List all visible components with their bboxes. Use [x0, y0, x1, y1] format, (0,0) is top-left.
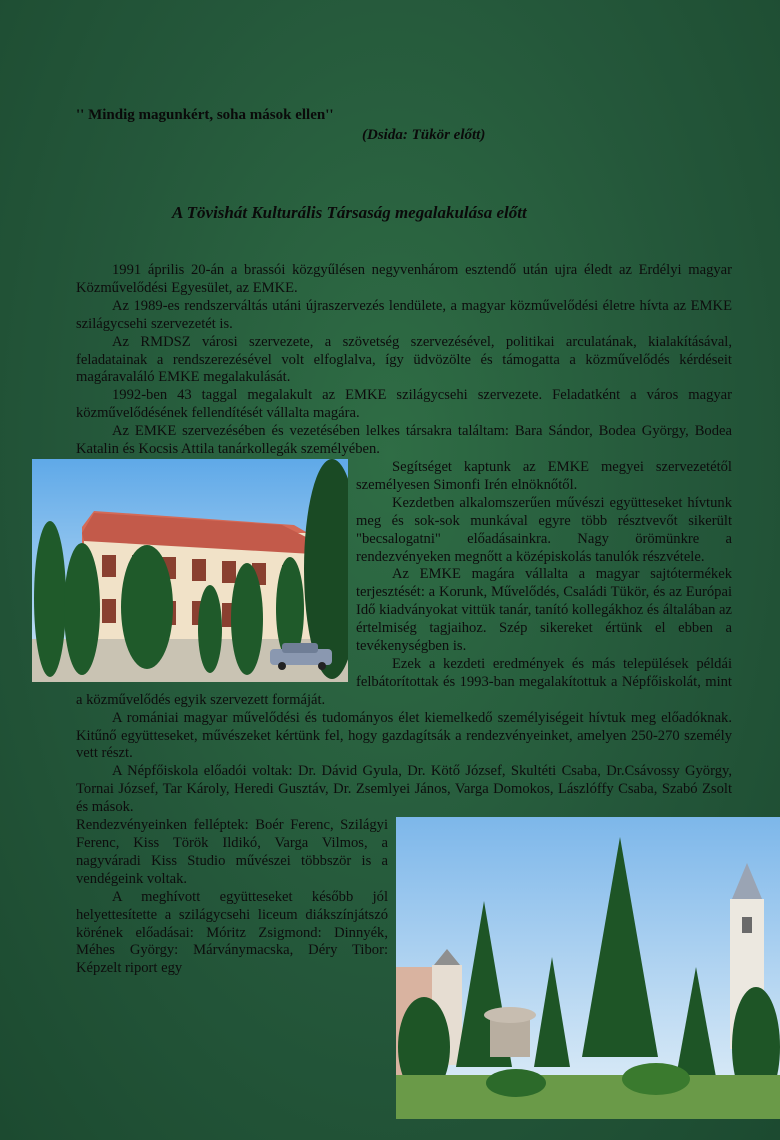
paragraph: Segítséget kaptunk az EMKE megyei szervezetétől személyesen Simonfi Irén elnöknőtől.	[356, 458, 732, 493]
article-body	[76, 262, 732, 1119]
motto-quote: '' Mindig magunkért, soha mások ellen''	[76, 107, 334, 123]
paragraph: Ezek a kezdeti eredmények és más települések példái felbátorítottak és 1993-ban megalakítottuk a Népfőiskolát, mint a közművelődés egyik szervezett formáját.	[76, 655, 732, 708]
paragraph: Kezdetben alkalomszerűen művészi együtteseket hívtunk meg és sok-sok munkával egyre több résztvevőt sikerült "becsalogatni" előadásainkra. Nagy örömünkre a rendezvényeken megnőtt a középiskolás tanulók részvétele.	[356, 494, 732, 565]
town-park-photo	[396, 817, 780, 1119]
paragraph: Az RMDSZ városi szervezete, a szövetség szervezésével, politikai arculatának, kialakításával, feladatainak a rendszerezésével volt elfoglalva, így üdvözölte és támogatta a közművelődés kérdéseit magáravaláló EMKE megalakulását.	[76, 333, 732, 386]
paragraph: A romániai magyar művelődési és tudományos élet kiemelkedő személyiségeit hívtuk meg előadóknak. Kitűnő együtteseket, művészeket kértünk fel, hogy gazdagítsák a rendezvényeinket, amelyen 250-270 személy vett részt.	[76, 709, 732, 762]
paragraph: A Népfőiskola előadói voltak: Dr. Dávid Gyula, Dr. Kötő József, Skultéti Csaba, Dr.Csávossy György, Tornai József, Tar Károly, Heredi Gusztáv, Dr. Zsemlyei János, Varga Domokos, Lászlóffy Csaba, Szabó Zsolt és mások.	[76, 763, 732, 816]
paragraph: Az EMKE szervezésében és vezetésében lelkes társakra találtam: Bara Sándor, Bodea György, Bodea Katalin és Kocsis Attila tanárkollegák személyében.	[76, 423, 732, 458]
paragraph: Az 1989-es rendszerváltás utáni újraszervezés lendülete, a magyar közművelődési életre hívta az EMKE szilágycsehi szervezetét is.	[76, 297, 732, 332]
paragraph: 1992-ben 43 taggal megalakult az EMKE szilágycsehi szervezete. Feladatként a város magyar közművelődésének fellendítését vállalta magára.	[76, 387, 732, 422]
paragraph: A meghívott együtteseket később jól helyettesítette a szilágycsehi liceum diákszínjátszó körének előadásai: Móritz Zsigmond: Dinnyék, Méhes György: Márványmacska, Déry Tibor: Képzelt riport egy	[76, 888, 388, 977]
paragraph: 1991 április 20-án a brassói közgyűlésen negyvenhárom esztendő után ujra éledt az Erdélyi magyar Közművelődési Egyesület, az EMKE.	[76, 262, 732, 296]
paragraph: Rendezvényeinken felléptek: Boér Ferenc, Szilágyi Ferenc, Kiss Török Ildikó, Varga Vilmos, a nagyváradi Kiss Studio művészei többször is a vendégeink voltak.	[76, 817, 388, 887]
building-photo	[32, 459, 348, 682]
paragraph: Az EMKE magára vállalta a magyar sajtótermékek terjesztését: a Korunk, Művelődés, Családi Tükör, és az Európai Idő kiadványokat vittük tanár, tanító kollegákhoz és általában az értelmiség tagjaihoz. Szép sikereket értünk el ebben a tevékenységben is.	[356, 566, 732, 655]
motto-source: (Dsida: Tükör előtt)	[362, 127, 486, 143]
page-title: A Tövishát Kulturális Társaság megalakulása előtt	[172, 203, 527, 222]
